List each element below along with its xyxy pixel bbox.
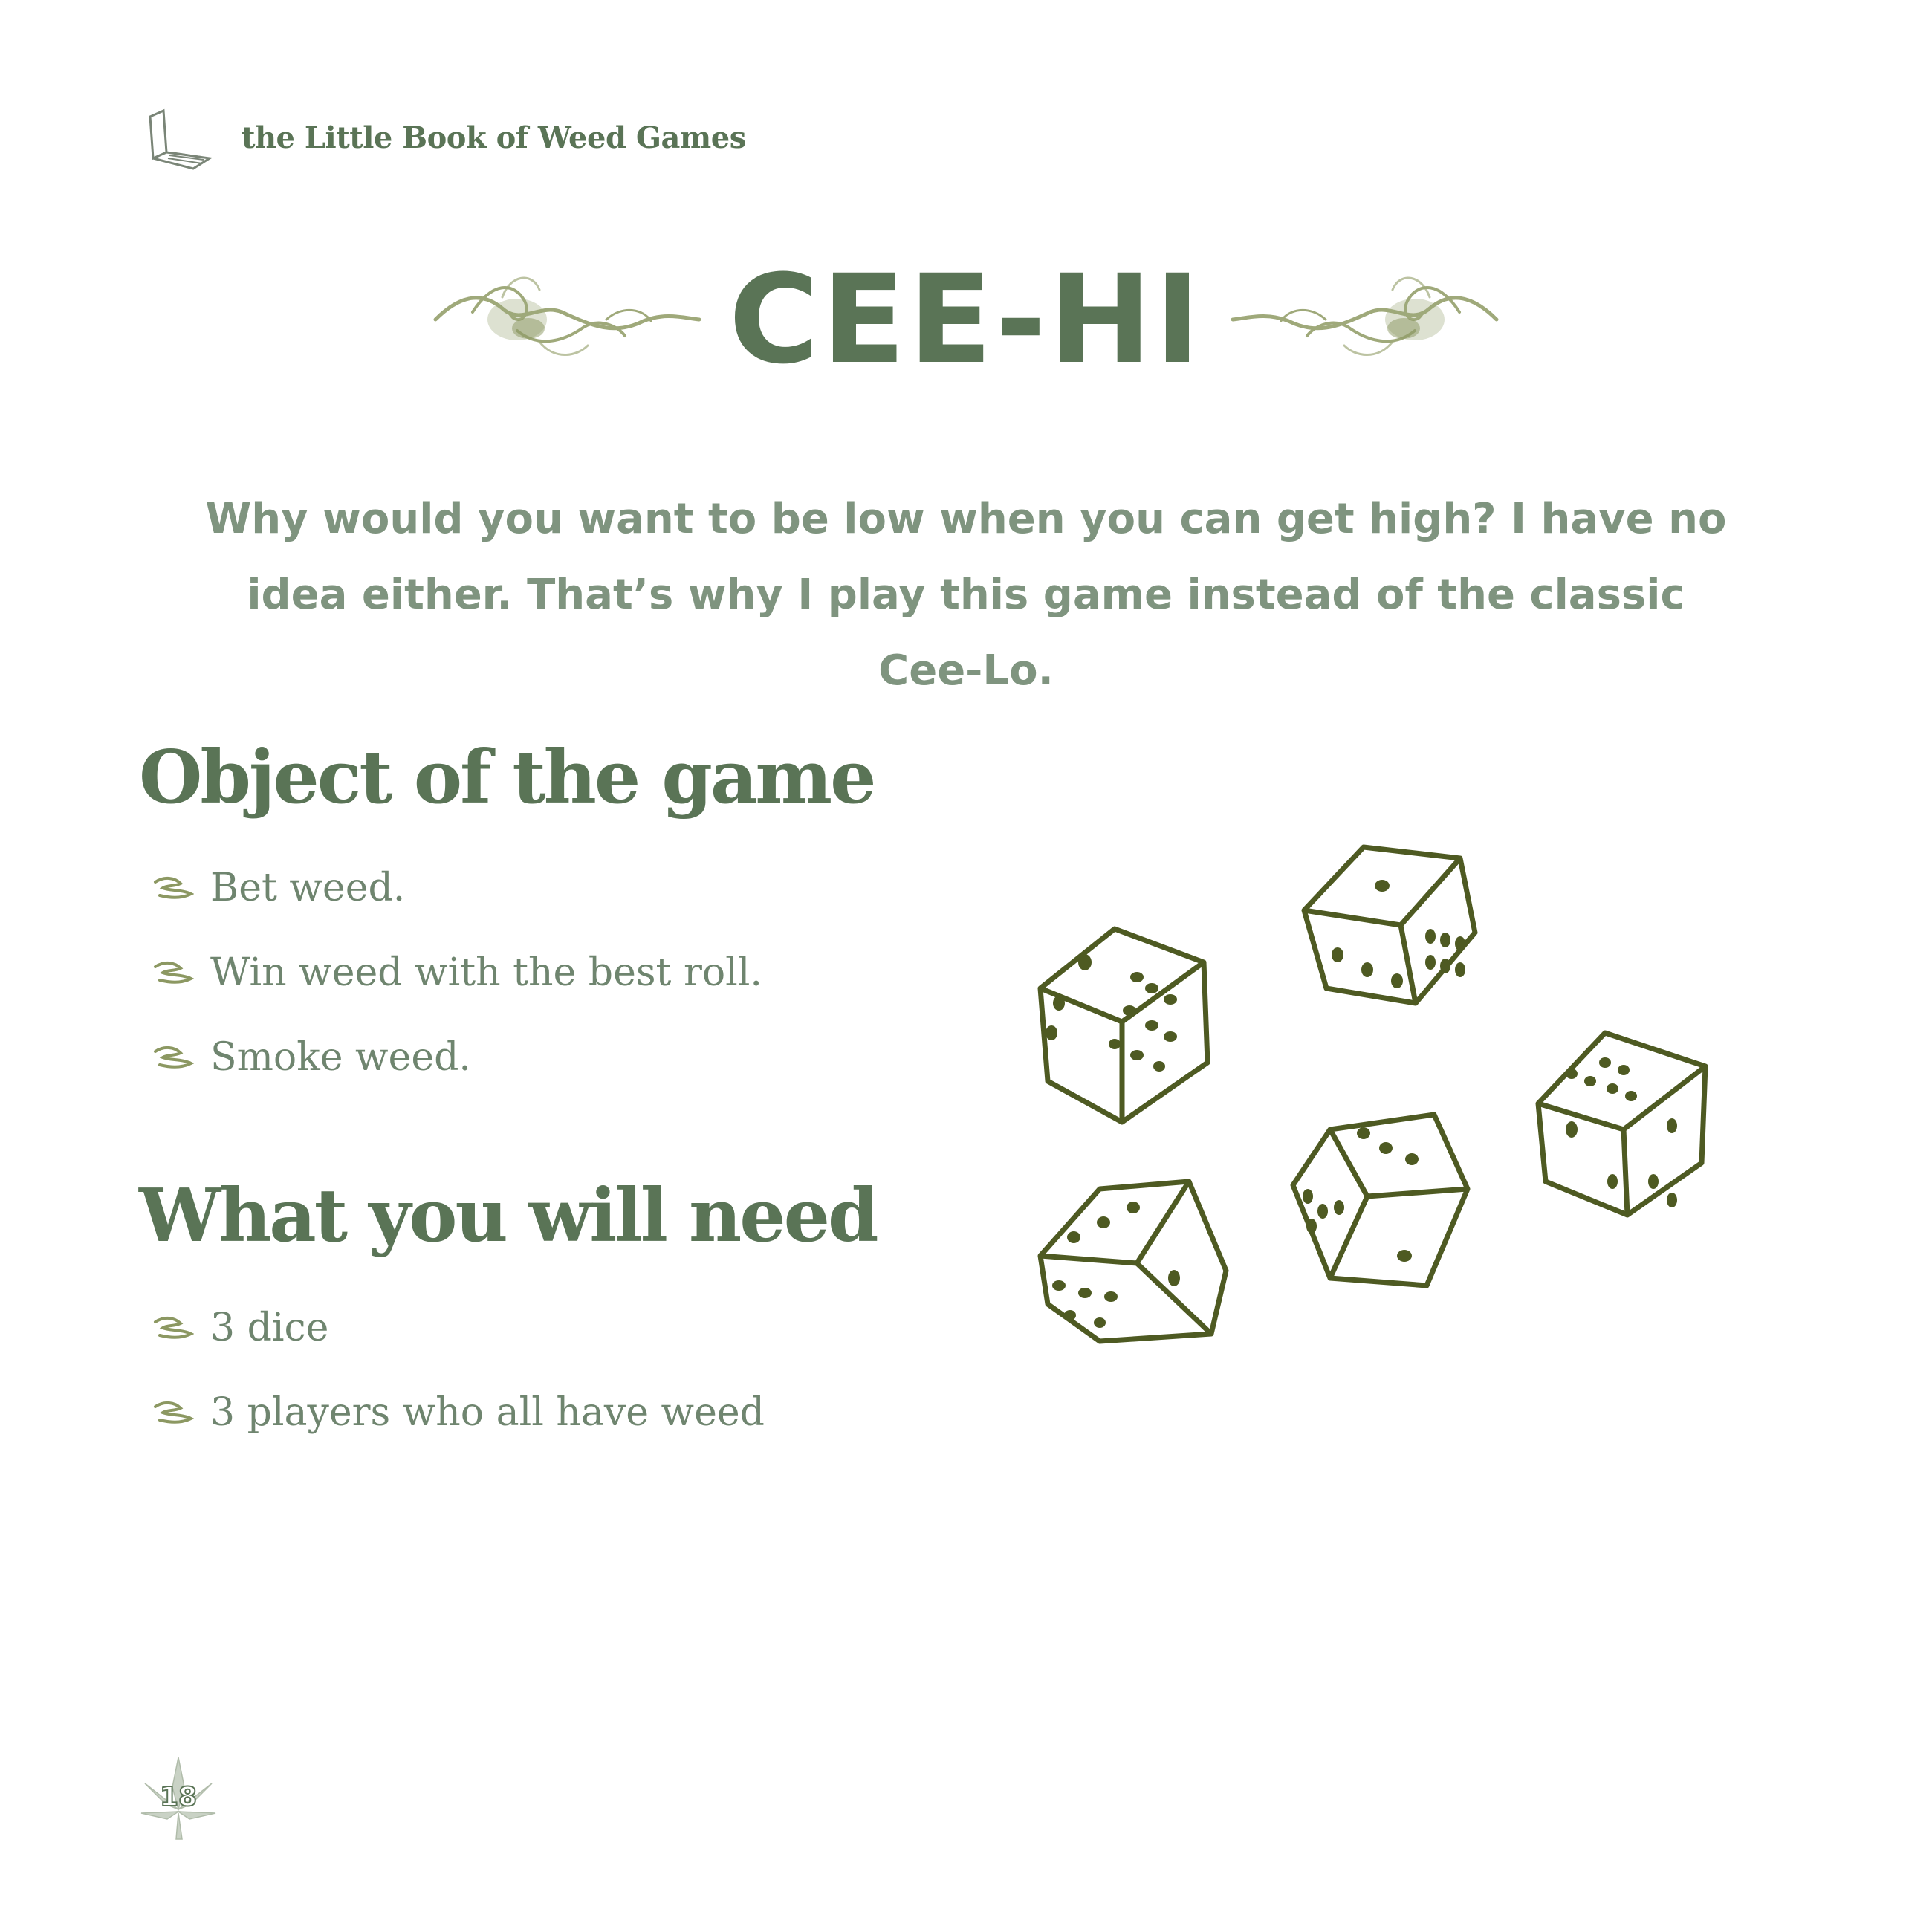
die-icon xyxy=(1293,1115,1468,1286)
needs-list xyxy=(152,1286,765,1455)
page-number-badge xyxy=(137,1754,219,1843)
list-item-text: Win weed with the best roll. xyxy=(210,950,762,995)
list-item-text: 3 dice xyxy=(210,1306,329,1350)
list-item-text: Bet weed. xyxy=(210,866,406,910)
smoke-bullet-icon xyxy=(152,873,194,903)
smoke-bullet-icon xyxy=(152,1398,194,1427)
title-row xyxy=(0,245,1932,394)
die-icon xyxy=(1040,929,1208,1122)
page-number: 18 xyxy=(159,1782,198,1812)
list-item-text: Smoke weed. xyxy=(210,1035,471,1080)
running-header xyxy=(141,97,746,178)
smoke-bullet-icon xyxy=(152,1313,194,1343)
object-list xyxy=(152,846,762,1100)
intro-paragraph: Why would you want to be low when you can get high? I have no idea either. That’s why I play this game instead of the classic Cee-Lo. xyxy=(205,495,1727,695)
die-icon xyxy=(1538,1033,1705,1215)
rolling-papers-icon xyxy=(141,100,215,175)
page-title: CEE-HI xyxy=(728,247,1204,391)
list-item xyxy=(152,1370,765,1455)
object-heading: Object of the game xyxy=(139,735,875,820)
list-item xyxy=(152,1286,765,1370)
needs-heading: What you will need xyxy=(139,1173,877,1259)
smoke-bullet-icon xyxy=(152,1043,194,1072)
smoke-bullet-icon xyxy=(152,958,194,988)
list-item xyxy=(152,846,762,930)
list-item xyxy=(152,930,762,1015)
list-item xyxy=(152,1015,762,1100)
list-item-text: 3 players who all have weed xyxy=(210,1390,765,1435)
dice-illustration xyxy=(1018,832,1746,1367)
book-title: the Little Book of Weed Games xyxy=(242,120,746,155)
die-icon xyxy=(1304,847,1475,1003)
smoke-ornament-right-icon xyxy=(1229,268,1504,372)
smoke-ornament-left-icon xyxy=(428,268,703,372)
